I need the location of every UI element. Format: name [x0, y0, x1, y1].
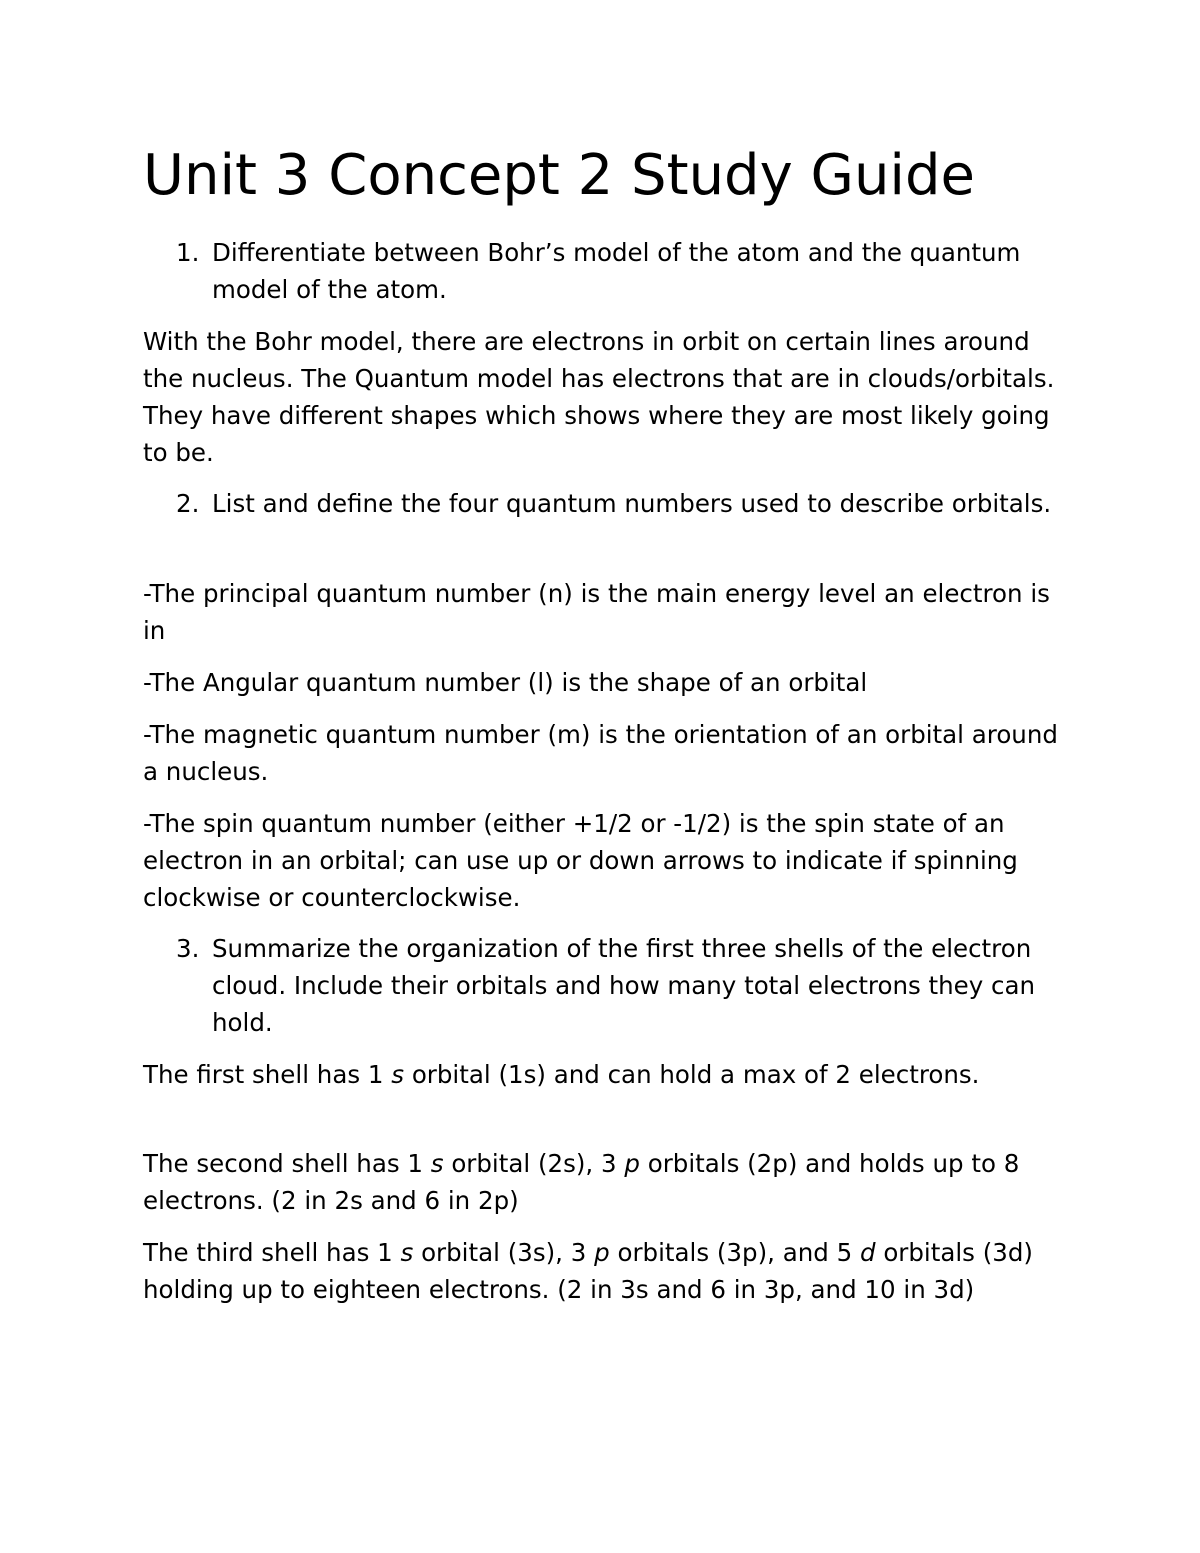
orbital-letter: s	[391, 1060, 405, 1089]
answer-3-second-shell: The second shell has 1 s orbital (2s), 3 p orbitals (2p) and holds up to 8 electrons. (2 in 2s and 6 in 2p)	[143, 1149, 1020, 1215]
orbital-letter: p	[594, 1238, 610, 1267]
orbital-letter: d	[859, 1238, 876, 1267]
answer-3-third-shell: The third shell has 1 s orbital (3s), 3 p orbitals (3p), and 5 d orbitals (3d) holding up to eighteen electrons. (2 in 3s and 6 in 3p, and 10 in 3d)	[143, 1238, 1033, 1304]
answer-2-angular: -The Angular quantum number (l) is the shape of an orbital	[143, 668, 868, 697]
answer-1: With the Bohr model, there are electrons in orbit on certain lines around the nucleus. The Quantum model has electrons that are in clouds/orbitals. They have different shapes which shows where they are most likely going to be.	[143, 327, 1055, 467]
question-number: 2.	[176, 489, 200, 518]
orbital-letter: p	[624, 1149, 640, 1178]
question-2	[176, 485, 1056, 522]
question-number: 3.	[176, 934, 200, 963]
orbital-letter: s	[400, 1238, 414, 1267]
question-3	[176, 930, 1056, 1041]
answer-2-principal: -The principal quantum number (n) is the main energy level an electron is in	[143, 579, 1050, 645]
question-text: List and define the four quantum numbers used to describe orbitals.	[212, 489, 1052, 518]
question-number: 1.	[176, 238, 200, 267]
page-title: Unit 3 Concept 2 Study Guide	[143, 143, 975, 208]
answer-2-spin: -The spin quantum number (either +1/2 or -1/2) is the spin state of an electron in an orbital; can use up or down arrows to indicate if spinning clockwise or counterclockwise.	[143, 809, 1018, 912]
orbital-letter: s	[430, 1149, 444, 1178]
question-1	[176, 234, 1056, 308]
answer-2-magnetic: -The magnetic quantum number (m) is the orientation of an orbital around a nucleus.	[143, 720, 1058, 786]
question-text: Differentiate between Bohr’s model of the atom and the quantum model of the atom.	[212, 238, 1021, 304]
question-text: Summarize the organization of the first three shells of the electron cloud. Include their orbitals and how many total electrons they can hold.	[212, 934, 1036, 1037]
answer-3-first-shell: The first shell has 1 s orbital (1s) and can hold a max of 2 electrons.	[143, 1060, 980, 1089]
